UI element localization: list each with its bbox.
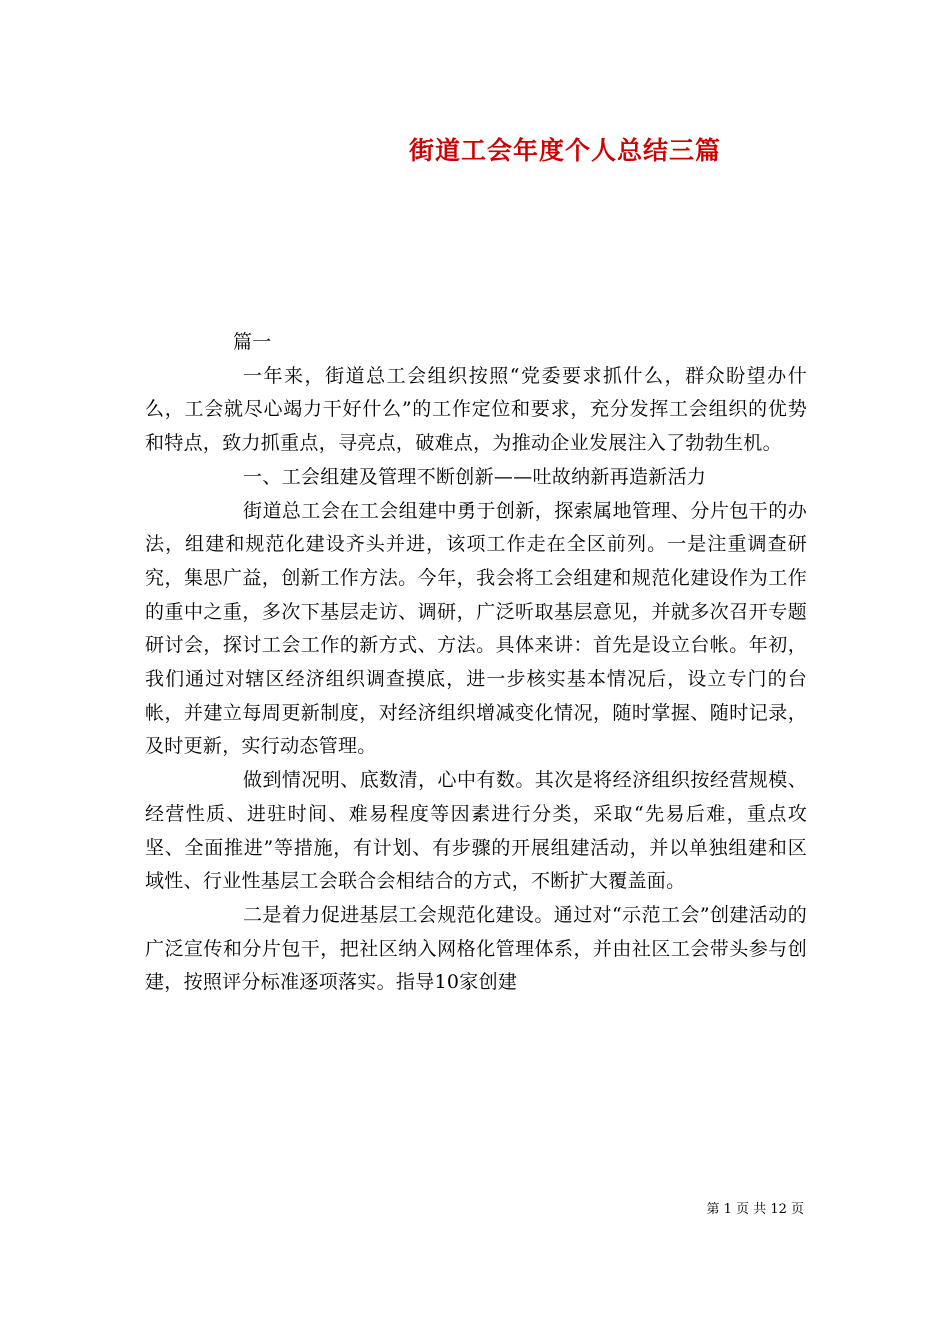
paragraph-intro: 一年来，街道总工会组织按照“党委要求抓什么，群众盼望办什么，工会就尽心竭力干好什么”的工作定位和要求，充分发挥工会组织的优势和特点，致力抓重点，寻亮点，破难点，为推动企业发展注入了勃勃生机。 [145,364,807,455]
paragraph-3: 做到情况明、底数清，心中有数。其次是将经济组织按经营规模、经营性质、进驻时间、难易程度等因素进行分类，采取“先易后难，重点攻坚、全面推进”等措施，有计划、有步骤的开展组建活动，并以单独组建和区域性、行业性基层工会联合会相结合的方式，不断扩大覆盖面。 [145,769,807,893]
paragraph-4: 二是着力促进基层工会规范化建设。通过对“示范工会”创建活动的广泛宣传和分片包干，把社区纳入网格化管理体系，并由社区工会带头参与创建，按照评分标准逐项落实。指导10家创建 [145,903,807,994]
paragraph-2: 街道总工会在工会组建中勇于创新，探索属地管理、分片包干的办法，组建和规范化建设齐头并进，该项工作走在全区前列。一是注重调查研究，集思广益，创新工作方法。今年，我会将工会组建和规范化建设作为工作的重中之重，多次下基层走访、调研，广泛听取基层意见，并就多次召开专题研讨会，探讨工会工作的新方式、方法。具体来讲：首先是设立台帐。年初，我们通过对辖区经济组织调查摸底，进一步核实基本情况后，设立专门的台帐，并建立每周更新制度，对经济组织增减变化情况，随时掌握、随时记录，及时更新，实行动态管理。 [145,499,807,758]
section-label: 篇一 [233,331,272,353]
document-body [145,326,807,1000]
document-title: 街道工会年度个人总结三篇 [408,136,721,165]
section-heading-1: 一、工会组建及管理不断创新——吐故纳新再造新活力 [243,465,707,488]
page-indicator: 第 1 页 共 12 页 [706,1202,804,1217]
